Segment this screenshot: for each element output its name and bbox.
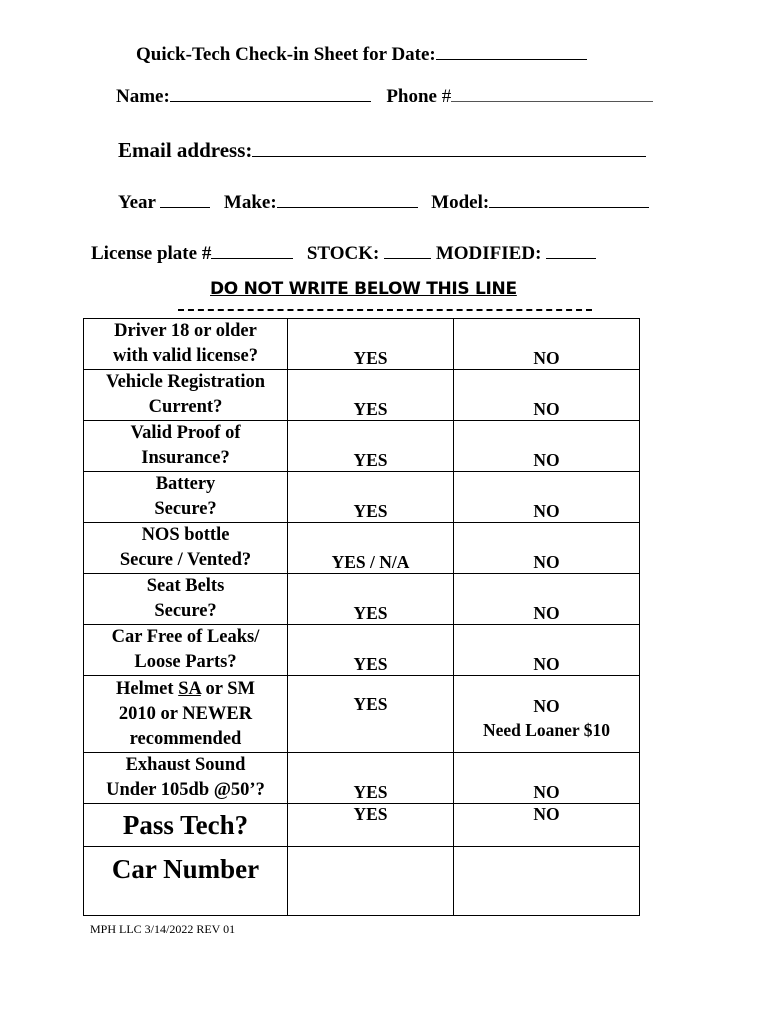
question-line: Valid Proof of <box>130 423 241 443</box>
question-line: with valid license? <box>113 346 258 366</box>
no-cell[interactable] <box>454 676 640 753</box>
tech-checklist-table <box>83 318 640 916</box>
yes-cell[interactable]: YES / N/A <box>288 523 454 574</box>
question-line: Car Free of Leaks/ <box>111 627 260 647</box>
car-number-field-2[interactable] <box>454 847 640 916</box>
question-line: Current? <box>148 397 223 417</box>
table-row <box>84 319 640 370</box>
yes-cell[interactable]: YES <box>288 370 454 421</box>
model-label: Model: <box>431 192 490 213</box>
yes-cell[interactable]: YES <box>288 753 454 804</box>
table-row <box>84 472 640 523</box>
pass-yes-cell[interactable]: YES <box>288 804 454 847</box>
name-phone-line <box>116 85 653 108</box>
make-label: Make: <box>223 192 277 213</box>
table-row <box>84 370 640 421</box>
plate-label: License plate # <box>91 243 212 264</box>
phone-hash: # <box>441 86 452 107</box>
email-field[interactable] <box>252 140 646 157</box>
pass-tech-label: Pass Tech? <box>84 804 288 847</box>
no-cell[interactable]: NO <box>454 421 640 472</box>
no-cell[interactable]: NO <box>454 472 640 523</box>
car-number-label: Car Number <box>84 847 288 916</box>
no-cell[interactable]: NO <box>454 753 640 804</box>
form-title-text: Quick-Tech Check-in Sheet for Date: <box>136 44 436 65</box>
stock-label: STOCK: <box>306 243 380 264</box>
question-line: Under 105db @50’? <box>106 780 265 800</box>
yes-cell[interactable]: YES <box>288 472 454 523</box>
plate-field[interactable] <box>211 242 293 259</box>
question-cell <box>84 523 288 574</box>
table-row <box>84 625 640 676</box>
question-cell <box>84 625 288 676</box>
no-cell[interactable]: NO <box>454 523 640 574</box>
modified-field[interactable] <box>546 242 596 259</box>
phone-field[interactable] <box>451 85 653 102</box>
yes-cell[interactable]: YES <box>288 421 454 472</box>
yes-cell[interactable]: YES <box>288 574 454 625</box>
plate-line <box>91 242 596 265</box>
question-cell <box>84 472 288 523</box>
no-cell[interactable]: NO <box>454 319 640 370</box>
table-row-helmet <box>84 676 640 753</box>
form-title <box>136 43 587 66</box>
question-line: Secure? <box>154 499 217 519</box>
dashed-divider <box>178 309 592 311</box>
question-line: Seat Belts <box>146 576 225 596</box>
question-line: Insurance? <box>141 448 230 468</box>
question-line: NOS bottle <box>141 525 230 545</box>
do-not-write-banner: DO NOT WRITE BELOW THIS LINE <box>210 279 517 299</box>
question-cell <box>84 421 288 472</box>
stock-field[interactable] <box>384 242 431 259</box>
modified-label: MODIFIED: <box>435 243 542 264</box>
email-line <box>118 138 646 163</box>
revision-footer: MPH LLC 3/14/2022 REV 01 <box>90 922 236 936</box>
name-field[interactable] <box>170 85 371 102</box>
question-line: Battery <box>155 474 216 494</box>
loaner-note: Need Loaner $10 <box>482 720 611 740</box>
table-row <box>84 523 640 574</box>
yes-cell[interactable]: YES <box>288 319 454 370</box>
year-field[interactable] <box>160 191 210 208</box>
model-field[interactable] <box>489 191 649 208</box>
question-line: recommended <box>129 728 242 749</box>
car-number-field[interactable] <box>288 847 454 916</box>
question-line: Driver 18 or older <box>114 321 257 341</box>
question-cell <box>84 319 288 370</box>
yes-cell[interactable]: YES <box>288 625 454 676</box>
question-line-sa: SA <box>178 678 201 699</box>
question-cell <box>84 753 288 804</box>
phone-label: Phone <box>386 86 437 107</box>
question-line: Exhaust Sound <box>125 755 246 775</box>
question-line: Secure? <box>154 601 217 621</box>
question-line: or SM <box>200 678 255 699</box>
question-line: Loose Parts? <box>134 652 237 672</box>
question-cell <box>84 574 288 625</box>
table-row-pass-tech <box>84 804 640 847</box>
table-row <box>84 421 640 472</box>
question-line: Secure / Vented? <box>119 550 252 570</box>
question-line: Helmet <box>116 678 179 699</box>
no-label: NO <box>533 696 560 716</box>
table-row-exhaust <box>84 753 640 804</box>
no-cell[interactable]: NO <box>454 370 640 421</box>
question-line: 2010 or NEWER <box>118 703 253 724</box>
question-cell <box>84 676 288 753</box>
yes-cell[interactable]: YES <box>288 676 454 753</box>
make-field[interactable] <box>277 191 418 208</box>
vehicle-line <box>118 191 649 214</box>
question-cell <box>84 370 288 421</box>
question-line: Vehicle Registration <box>105 372 266 392</box>
no-cell[interactable]: NO <box>454 574 640 625</box>
no-cell[interactable]: NO <box>454 625 640 676</box>
table-row-car-number <box>84 847 640 916</box>
name-label: Name: <box>116 86 170 107</box>
year-label: Year <box>118 192 156 213</box>
email-label: Email address: <box>118 138 253 162</box>
pass-no-cell[interactable]: NO <box>454 804 640 847</box>
table-row <box>84 574 640 625</box>
date-field[interactable] <box>436 43 587 60</box>
